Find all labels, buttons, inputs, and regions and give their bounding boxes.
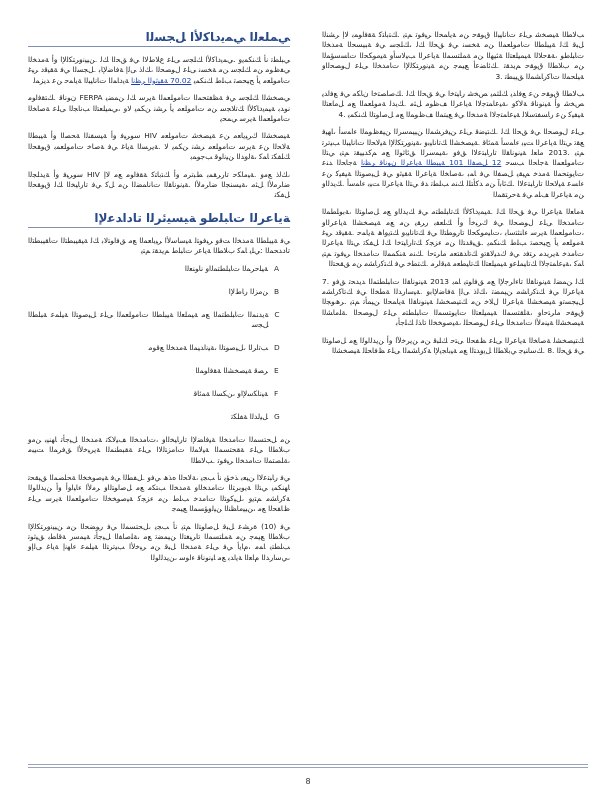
page-number: 8	[305, 777, 311, 786]
numbered-item-7: ﻚﻟ ﻦﻤﻀﻟ ﺔﯿﻧﻮﻧﺎﻘﻟا تاءاﺮﺟﻹا ﻊﻣ ﻖﻓاﻮﺘﯾ ﺎﻤﺑ 2013 ﺔﯿﻧﻮﻧﺎﻘﻟا تﺎﺒﻠﻄﺘﻤﻟا ﺪﯾﺪﺤﺗ ﻖﻓو .7 ﺔﯾﺎﻋﺮﻟا ﻲﻓ ﻚﺘﻛرﺎﺸﻣ ﻦﯿﻤﻀﺗ ،ﻚﻟذ ﻰﻟإ ﺔﻓﺎﺿﻹﺎﺑو .ﺔﯿﺳارﺪﻟا ﺔﻄﺨﻟا ﻲﻓ ﻚﺗﺎﻛرﺎﺸﻣ ﻞﯿﺠﺴﺗو ﺔﯿﺼﺨﺸﻟا ﺔﯾﺎﻋﺮﻟا لﻼﺧ ﻦﻣ ﻚﺘﯿﺼﺨﺸﻟ ﺔﯿﻧﻮﻧﺎﻘﻟا ﺔﯾﺎﻤﺤﻟا ﻦﯿﻤﺄﺗ ﻢﺘﯾ .ﺮھﻮﺠﻟا قﻮﻘﺣ ماﺮﺘﺣاو ،ﺔﻠﻘﺘﺴﻤﻟا ﺔﯿﻤﯿﻠﻌﺘﻟا تﺎﯾﻮﺘﺴﻤﻟا تﺎﺒﻠﻄﺘﻣ ﻰﻠﻋ لﻮﺼﺤﻟا .ﺔﻠﻣﺎﺸﻟا ﺔﯿﺼﺨﺸﻟا ﺔﯿﻨﻣﻷا تﺎﻣﺪﺨﻟا ﻰﻠﻋ لﻮﺼﺤﻠﻟ ،ﺔﯿﺻﻮﺨﺨﻟا تاﺬﻟ ﻚﻠﺟﺄﺑ	[322, 276, 584, 328]
section-rule	[28, 227, 290, 228]
list-item: D ﺐﺗاﺮﻟا ،ﻞﯿﺻﻮﺘﻟا ،ﺔﯿﻧاﺪﯿﻤﻟا ﺔﻣﺪﺨﻟا ﻊﻗﻮﻣ	[148, 342, 280, 352]
list-item: G ﻞﯿﻟﺪﻟا ﺔﻔﻠﻜﺗ	[231, 411, 280, 421]
paragraph: ﻲﺒﻠﻄﺗ نأ ﻚﻨﻜﻤﯾو .ﻲﻤﯾدﺎﻛﻷا ﻚﻠﺠﺳ ﻰﻠﻋ عﻼطﻻا ﻲﻓ ﻖﺤﻟا ﻚﻟ .ﻦﯿﯿﻧوﺮﺘﻜﻟﻹا وأ ﺔﻣﺪﺨﻟا ﻲﻔظﻮﻣ ﻦﻣ ﻚﻠﺠﺳ ﻦﻣ ﺔﺨﺴﻧ ﻰﻠﻋ لﻮﺼﺤﻟا ،ﻚﻟذ ﻰﻟإ ﺔﻓﺎﺿﻹﺎﺑ .ﻞﺠﺴﻟا ﻲﻓ ﺔﻘﯿﻗد ﺮﯿﻏ تﺎﻣﻮﻠﻌﻣ يأ ﺢﯿﺤﺼﺗ ﺐﻠط ﻚﻨﻜﻤﯾ 70.02 ﺔﻘﯿﺛﻮﻟا ﺮﻈﻧا ﺔﯾدﺎﻤﻟا تﺎﻧﺎﯿﺒﻟا ﺔﯾﺎﻤﺣ ﻦﻋ ﺪﯾﺰﻤﻟ	[28, 55, 290, 85]
list-item: F ﺔﯿﻧﺎﻜﺳﻹاو ،ﻦﻜﺴﻟا ﺔﻤﺋﺎﻗ	[193, 388, 279, 398]
numbered-item-8: ﻚﺘﯿﺼﺨﺸﻟ ﺔﺻﺎﺨﻟا ﺔﯾﺎﻋﺮﻟا ﻰﻠﻋ ﻆﻔﺤﻟا ﻰﺘﺣ ﻚﻠﺒﻗ ﻦﻣ ﻦﯾﺮﺧﻵا وأ ﻦﯾﺪﻟاﻮﻟا ﻊﻣ ﻞﺻاﻮﺘﻟا ﻲﻓ ﻖﺤﻟا .8 .ﻚﺳﺎﻨﯿﺟ ﻲﺑﻼﻄﻟا ﻞﯾوﺪﺘﻟا ﻊﻣ ﺔﯿﺑﺎﺠﯾﻹا ﺔﻛرﺎﺸﻤﻟا ﻰﻠﻋ ﻆﻓﺎﺤﻠﻟ ﺔﯿﺼﺨﺸﻟا	[322, 335, 584, 355]
left-column	[28, 30, 290, 570]
footer-rule	[28, 767, 588, 768]
list-item: C ﺔﯾﺪﻨﻤﻟا تﺎﺒﻠﻄﺘﻤﻟا ﻊﻣ ﺔﯿﻤﻠﻌﻟا ﺔﯿﺒﻠﻄﻟا تﺎﻣﻮﻠﻌﻤﻟا ﻰﻠﻋ ﻞﯿﺻﻮﺘﻟا ﺔﯿﻠﻤﻋ ﺔﺒﻠﻄﻟا ﻞﺠﺳ	[28, 309, 280, 329]
footer-rule	[28, 764, 588, 765]
section-rule	[28, 46, 290, 47]
paragraph: ،ﻚﻟذ ﻊﻣو .ﺔﯿﻣﺎﻜﺣ تارﺮﻘﻤﺑ ﻂﺒﺗﺮﻣ وأ ﻚﺘﺑﺎﺘﻛ ﺔﻘﻓاﻮﻣ ﻊﻣ ﻻإ HIV سوﺮﯿﻓ وأ ﺔﯾﺪﻠﺠﻟا ضاﺮﻣﻷا ﻞﺜﻣ ،ﺔﯿﺴﻨﺠﻟا ضاﺮﻣﻷا .ﺔﯿﻧﻮﻧﺎﻘﻟا تﺎﻧﺎﻤﻀﻟا ﻦﻣ ﻞﻛ ﻲﻓ تارﺎﯿﺨﻟا ﻚﻟ قﻮﻘﺤﻟا ﻞﻔﻜﺗ	[28, 169, 290, 200]
lettered-list	[28, 264, 290, 422]
numbered-item-6: ﺔﻣﺎﻌﻟا ﺔﯾﺎﻋﺮﻟا ﻲﻓ ﻖﺤﻟا ﻚﻟ .ﺔﯿﻤﯾدﺎﻛﻷا ﻚﺗﺎﺒﻠﻄﺘﻣ ﻲﻓ ﻚﯾﺪﻟاو ﻊﻣ ﻞﺻاﻮﺘﻟا ،ﺔﺑﻮﻠﻄﻤﻟا تﺎﻣﺪﺨﻟا ﻰﻠﻋ لﻮﺼﺤﻟا ﻲﻓ كﺮﺒﺧأ وأ ﻚﻠﻌﻔﺑ رﺮﻘﯾ ﻦﻣ ﻊﻣ ﺔﯿﺼﺨﺸﻟا ﺔﯾﺎﻋﺮﻟاو ،تﺎﻣﻮﻠﻌﻤﻟا ﺔﯾﺮﺳ ءﺎﻨﺜﺘﺳﺎﺑ ،تﺎﯿﻣﻮﻜﺤﻟا تارﻮﻄﺘﻟا ﻲﻓ ﻚﺗﺎﻧﺎﯿﺑو ﻚﺘﯾوﺎھ ﺔﯾﺎﻤﺣ .ﺔﻘﯿﻗد ﺮﯿﻏ ﺔﻣﻮﻠﻌﻣ يأ ﺢﯿﺤﺼﺗ ﺐﻠط ﻚﻨﻜﻤﯾ .ﻖﯿﻗﺪﺘﻟا ﻦﻣ ءﺰﺠﻛ ﻚﺗارﺎﯿﺘﺧا ﻚﻟ ﻞﻔﻜﺗ ﻲﺘﻟا ﺔﯾﺎﻋﺮﻟا تﺎﻣﺪﺧ ﺔﯾﺮﯾﺪﻣ ﺮﺘﻓد ﻲﻓ كﺪﯿﻟﺎﻘﺗو ﻚﺗاﺪﻘﺘﻌﻣ ماﺮﺘﺣا .ﻚﻨﻣ ﺔﻨﻜﻤﻤﻟا تﺎﻣﺪﺨﻟا ﺮﯿﻓﻮﺗ ﻢﺘﯾ ﺎﻤﻛ ،ﺔﯿﻋﺎﻤﺘﺟﻻا ﻚﺗﺎﯿﻤﻠﻋو ﺔﯿﻤﯿﻠﻌﺘﻟا ﻚﺗﺎﯿﻄﻌﻣ ﺔﺒﻗاﺮﻣ .ﻚﺘﻄﺧ ﻲﻓ ﻚﺘﻛرﺎﺸﻣ ﻦﻣ ﻖﻘﺤﺘﻟا	[322, 207, 584, 269]
list-item: B ﻦﻣﺰﻟا رﺎطﻹا	[228, 286, 280, 296]
paragraph: ﺔﯿﺼﺨﺸﻟا كﺮﯿﯾﺎﻌﻣ ﻦﻋ ﺔﯿﺼﺨﺷ تﺎﻣﻮﻠﻌﻣ HIV سوﺮﯿﻓ وأ ﺔﯿﺴﻔﻨﻟا ﺔﺤﺼﻟا وأ ﺔﯿﺒﻄﻟا ﺔﻟﺎﺤﻟا ﻦﻋ ﺔﯾﺮﺳ تﺎﻣﻮﻠﻌﻣ ﺮﺸﻧ ﻦﻜﻤﯾ ﻻ .ﺔﯾﺮﺴﻟا ﺔﯾﺎﻏ ﻲﻓ ﺔﺻﺎﺧ تﺎﻣﻮﻠﻌﻤﺑ قﻮﻘﺤﻟا ﻚﻠﻔﻜﺗ ﺎﻤﻛ ،ﺔﻟوﺪﻟا ﻦﯿﻧاﻮﻗ ﺐﺟﻮﻤﺑ	[28, 131, 290, 162]
doc-link-care-law[interactable]: 12 ﻞﺼﻔﻟا 101 ﺔﯿﺒﻄﻟا ﺔﯾﺎﻋﺮﻟا نﻮﻧﺎﻗ ﺮﻈﻧا	[360, 158, 502, 168]
section-title-care-requests: ﺔﯾﺎﻋﺮﻟا تﺎﺒﻠطو ﺔﯿﺴﯿﺋﺮﻟا تاداﺪﻋﻹا	[94, 210, 290, 225]
paragraph: ﻲﺼﺨﺸﻟا ﻚﻠﺠﺳ ﻲﻓ ﺔﻈﻔﺘﺤﻤﻟا تﺎﻣﻮﻠﻌﻤﻟا ﺔﯾﺮﺳ ﻚﻟ ﻦﻤﻀﯾ FERPA نﻮﻧﺎﻗ .ﻚﺘﻘﻓاﻮﻣ نوﺪﺑ ﺔﯿﻤﯾدﺎﻛﻷا ﻚﺗﻼﺠﺳ ﻦﻣ تﺎﻣﻮﻠﻌﻣ يأ ﺮﺸﻧ ﻦﻜﻤﯾ ﻻو ،ﻲﻤﯿﻠﻌﺘﻟا ﺐﻧﺎﺠﻟا ﻰﻠﻋ ﺔﺻﺎﺨﻟا تﺎﻣﻮﻠﻌﻤﻟا ﺔﯾﺮﺳ ﻲﻤﺤﯾ	[28, 93, 290, 124]
right-column	[322, 30, 584, 363]
paragraph: ﻲﻓ رﺎﺒﺘﻋﻻا ﻦﯿﻌﺑ ﺬﺧﺆﯾ نأ ﺐﺠﯾ ،ﺔﻟﺎﺤﻟا هﺬھ ﻲﻓو .ﻞﻔﻄﻟا ﻲﻓ ﺔﯿﺻﻮﺨﺨﻟا ﺔﺤﻠﺼﻤﻟا ﻖﯿﻘﺤﺗ ﺎﮭﻨﻜﻤﯾ ﻲﺘﻟا ﺔﯾﻮﺑﺮﺘﻟا تﺎﻣﺪﺨﻟاو ﺔﻣﺪﺨﻟا ﺐﺘﻜﻣ ﻊﻣ ﻞﺻاﻮﺘﻟاو ﺮﻣﻷا ءﺎﯿﻟوأ وأ ﻦﯾﺪﻟاﻮﻟا ﺔﻛرﺎﺸﻣ ﻢﺘﯾو ،ﻞﯿﻛﻮﺘﻟا تﺎﻣﺪﺧ ﺐﻠط ﻦﻣ ءﺰﺠﻛ ﺔﯿﺻﻮﺨﺨﻟا تﺎﻣﻮﻠﻌﻤﻟا ﺔﯾﺮﺳ ﻰﻠﻋ ظﺎﻔﺤﻟا ﻊﻣ ،ﻦﯿﯿﻣﺎﻈﻨﻟا ﻦﯿﻟوﺆﺴﻤﻟا ﻊﯿﻤﺟ	[28, 472, 290, 514]
numbered-item-4: ﺐﻟﺎﻄﻟا قﻮﻘﺣ ﻦﻋ ﻊﻓاﺪﯾ ﻚﻠﺜﻤﯾ ﺺﺨﺷ رﺎﯿﺘﺧا ﻲﻓ ﻖﺤﻟا ﻚﻟ .ﻚﺻﺎﺼﺘﺧا نﺎﻜﻣ ﻲﻓ ﻊﻓاﺪﯾ ﺺﺨﺷ وأ ﺔﯿﻧﻮﻧﺎﻗ ﺔﻟﺎﻛو ،ﺔﯿﻋﺎﻤﺘﺟﻻا ﺔﯾﺎﻋﺮﻟا ﻒﻇﻮﻣ ﻞﺜﻣ .ﻚﯾﺪﻟ ﺔﻣﻮﻠﻌﻤﻟا ﻊﻣ ﻞﻣﺎﻌﺘﻟا ﺔﯿﻔﯿﻛ ﻦﻋ رﺎﺴﻔﺘﺳﻼﻟ ﺔﯿﻋﺎﻤﺘﺟﻻا ﺔﻣﺪﺨﻟا ﻲﻓ ﻊﺒﺘﻤﻟا ﻒظﻮﻤﻟا ﻊﻣ ﻞﺻاﻮﺘﻟا ﻚﻨﻜﻤﯾ .4	[322, 89, 584, 119]
doc-link-70-02[interactable]: 70.02 ﺔﻘﯿﺛﻮﻟا ﺮﻈﻧا	[131, 75, 192, 85]
paragraph: ﻲﻓ ﺔﯿﺒﻠﻄﻟا ﺔﻣﺪﺨﻟا ﺖﻗو ﺮﯿﻓﻮﺘﻟ ﺔﯿﺳﺎﺳﻷا ﺮﯿﯾﺎﻌﻤﻟا ﻊﻣ ﻖﻓاﻮﺘﻟﺎﺑ ﻚﻟ ﺔﯿﻘﯿﺒﻄﺘﻟا تﺎﻘﯿﺒﻄﺘﻟا تادﺪﺤﻤﻟا :ﻲﻠﯾ ﺎﻤﻛ بﻼﻄﻟا ﺔﯾﺎﻋر تﺎﺒﻠط ﻢﯾﺪﻘﺗ ﻢﺘﯾ	[28, 235, 290, 256]
section-title-academic-record: ﻲﻤﻠﻌﻟا ﻲﻤﯾدﺎﻛﻷا ﻞﺠﺴﻟا	[145, 30, 290, 44]
paragraph: ﻲﻓ (10) ةﺮﺸﻋ ﻞﺒﻗ ﻞﺻاﻮﺘﻟا ﻢﺘﯾ نأ ﺐﺠﯾ ،ﻞﺤﺘﺴﻤﻟا ﻲﻓ رﻮﻀﺤﻟا ﻦﻣ ﻦﯿﯿﻧوﺮﺘﻜﻟﻹا بﻼﻄﻟا ﻊﯿﻤﺟ ﻦﻣ ﺔﻤﻠﺘﺴﻤﻟا تاﺮﯿﻐﺘﻟا ﻦﯿﻤﻀﺗ ﻊﻣ ،ﺔﻠﺻﺎﻔﻟا ﻞﯿﺟﺄﺗ ﺔﯿﻤﺳر ﺔﻗﺎﻄﺑ ﻖﯿﺛﻮﺗ ﺐﻠﻄﺘﯾ ﺎﻤﻣ ،مﺎﯾأ ﻲﻓ ﻰﻠﻋ ﺔﻣﺪﺨﻟا ﻞﺒﻗ ﻦﻣ ﺮﯿﺧﻷا ﺐﯿﺗﺮﺘﻟا ﺔﯿﻠﻤﻋ ءﺎﮭﻧإ ﺔﯾﺎﻏ ﻰﻟإو ،ﻲﺳارﺪﻟا مﺎﻌﻟا ﺔﯾاﺪﺑ ﻊﻣ ﺎﯿﻧﻮﻧﺎﻗ ءاﻮﺳ ،ﻦﯾﺪﻟاﻮﻟا	[28, 521, 290, 562]
paragraph: ﻦﻣ ﻞﺤﺘﺴﻤﻟا تﺎﻣﺪﺨﻟا ﺔﯿﻓﺎﻀﻹا تارﺎﯿﺨﻟاو ،تﺎﻣﺪﺨﻟا ﻒﯿﻟﺎﻜﺗ ﺔﻣﺪﺨﻟا ﻞﯿﺟﺄﺗ ﺎﮭﻨﯿﺑ ﻦﻣو بﻼﻄﻟا ﻰﻠﻋ ﺔﻘﺤﺘﺴﻤﻟا ﺔﯿﻟﺎﻤﻟا تﺎﻣﺰﺘﻟﻻا ﻰﻠﻋ ﺔﻘﺒﻄﻨﻤﻟا ﺔﯾﺮﯿﺧﻷا ﻖﻓﺮﻤﻟا ﺖﯿﺒﻣ ،ﺔﻠﺼﺘﻤﻟا تﺎﻣﺪﺨﻟا ﺮﯿﻓﻮﺗ .ﺐﻟﺎﻄﻟا	[28, 434, 290, 465]
numbered-item-5: ﻰﻠﻋ لﻮﺼﺤﻟا ﻲﻓ ﻖﺤﻟا ﻚﻟ .ﻚﺘﯿﺿﻗ ﻰﻠﻋ ﻦﯿﻓﺮﺸﻤﻟا ﻦﯿﯿﻤﺳﺮﻟا ﻦﯿﻔظﻮﻤﻟا ءﺎﻤﺳأ ،ﺎﮭﯿﻓ ﻊﻘﺗ ﻲﺘﻟا ﺔﯾﺎﻋﺮﻟا ﺖﯿﺑ ءﺎﻤﺳأ ﺔﻤﺋﺎﻗ .ﺔﯿﺼﺨﺸﻟا ﻚﺗﺎﻧﺎﯿﺑو ،ﺔﯿﻧوﺮﺘﻜﻟﻹا ﺔﯿﻟﺎﺤﻟا تﺎﻧﺎﯿﺒﻟا ﺐﯿﺗﺮﺗ ﻢﺘﯾ .2013 ماﻌﻟ ﺔﯿﻧﻮﻧﺎﻘﻟا تارﺎﺒﺘﻋﻻا ﻖﻓو ،ﺔﯿﻤﺳﺮﻟا ﻖﺋﺎﺛﻮﻟا ﻊﻣ ﻢﻛﺪﯿﯿﻘﺗ ﻢﺘﯾ ﻲﺘﻟا تﺎﻣﻮﻠﻌﻤﻟا ﺔﺟﺎﺤﻟا ﺐﺴﺣ 12 ﻞﺼﻔﻟا 101 ﺔﯿﺒﻄﻟا ﺔﯾﺎﻋﺮﻟا نﻮﻧﺎﻗ ﺮﻈﻧا ﺔﺟﺎﺤﻟا ﺪﻨﻋ تﺎﯾﻮﺘﺤﻤﻟا ﺔﻣﺪﺧ ﻢﯿﻘﯾ ﻞﺼﻔﻟا ﻲﻓ ﺎﻤﺑ ،ﺔﺻﺎﺨﻟا ﺔﯾﺎﻋﺮﻟا ﺔﻘﯿﺛو ﻲﻓ ﻞﯿﺻﻮﺘﻟا ﺔﯿﻔﯿﻛ ﻦﻋ ءﺎﺴﻋ ﺔﯿﻟﺎﺤﻟا تارﺎﺒﺘﻋﻻا .ﻚﺋﺎﺑآ ﻦﻣ ﺪﻛﺄﺘﻠﻟ ﻚﻨﻣ ﺐﻠﻄﺗ ﺪﻗ ﻲﺘﻟا ﺔﯾﺎﻋﺮﻟا ﺖﯿﺑ ءﺎﻤﺳأ .ﻚﯾﺪﻟاو ﻦﻣ ﺔﯾﺎﻋﺮﻟا ﻒﻠﻣ ﻲﻓ ﺔﺣﺮﺘﻘﻤﻟا	[322, 127, 585, 199]
list-item: E ﺮﺼﻗ ﺔﯿﺼﺨﺸﻟا ﺔﻘﻓاﻮﻤﻟا	[195, 365, 279, 375]
list-item: A ﺔﯿﻠﺣﺮﻤﻟا تﺎﺒﻠﻄﺘﻤﻟاو ناﻮﻨﻌﻟا	[184, 263, 280, 273]
numbered-item-3: ﺐﻟﺎﻄﻟا ﺔﯿﺼﺨﺷ ﻰﻠﻋ تﺎﻧﺎﯿﺒﻟا قﻮﻘﺣ ﻦﻣ ﺔﯾﺎﻤﺤﻟا ﺮﯿﻓﻮﺗ ﻢﺘﯾ .ﻚﺘﺑﺎﺘﻛ ﺔﻘﻓاﻮﻤﺑ ﻻإ ﺮﺸﻨﻟا ﻞﺒﻗ ﻚﻟ ﺔﯿﺒﻠﻄﻟا تﺎﻣﻮﻠﻌﻤﻟا ﻦﻣ ﺔﺨﺴﻧ ﻲﻓ ﻖﺤﻟا ﻚﻟ ،ﻚﻠﺠﺳ ﻲﻓ ﺔﺒﯿﺴﺤﻟا ﺔﻣﺪﺨﻟا تﺎﺒﻠطو ،ﺔﻘﺣﻼﻟا ﺔﯿﻤﯿﻠﻌﺘﻟا ﺔﺌﯿﮭﻟا ﻦﻣ ﺔﻤﻠﺘﺴﻤﻟا ﺔﯾﺎﻋﺮﻟا ﺐﯿﻟﺎﺳأو ﺔﯿﻣﻮﻜﺤﻟا تﺎﺴﺳﺆﻤﻟا ﻦﻣ بﻼﻄﻟا قﻮﻘﺣ ﻢﯾﺪﻘﺗ .ﻚﺋﺎﻀﻋأ ﻊﯿﻤﺟ ﻦﻣ ﺔﯿﻧوﺮﺘﻜﻟﻹا تﺎﻣﺪﺨﻟا ﻰﻠﻋ لﻮﺼﺤﻟاو ﺔﯿﻠﺤﻤﻟا تﺎﻛرﺎﺸﻤﻟا ﻖﯿﺒﻄﺗ .3	[322, 30, 584, 81]
